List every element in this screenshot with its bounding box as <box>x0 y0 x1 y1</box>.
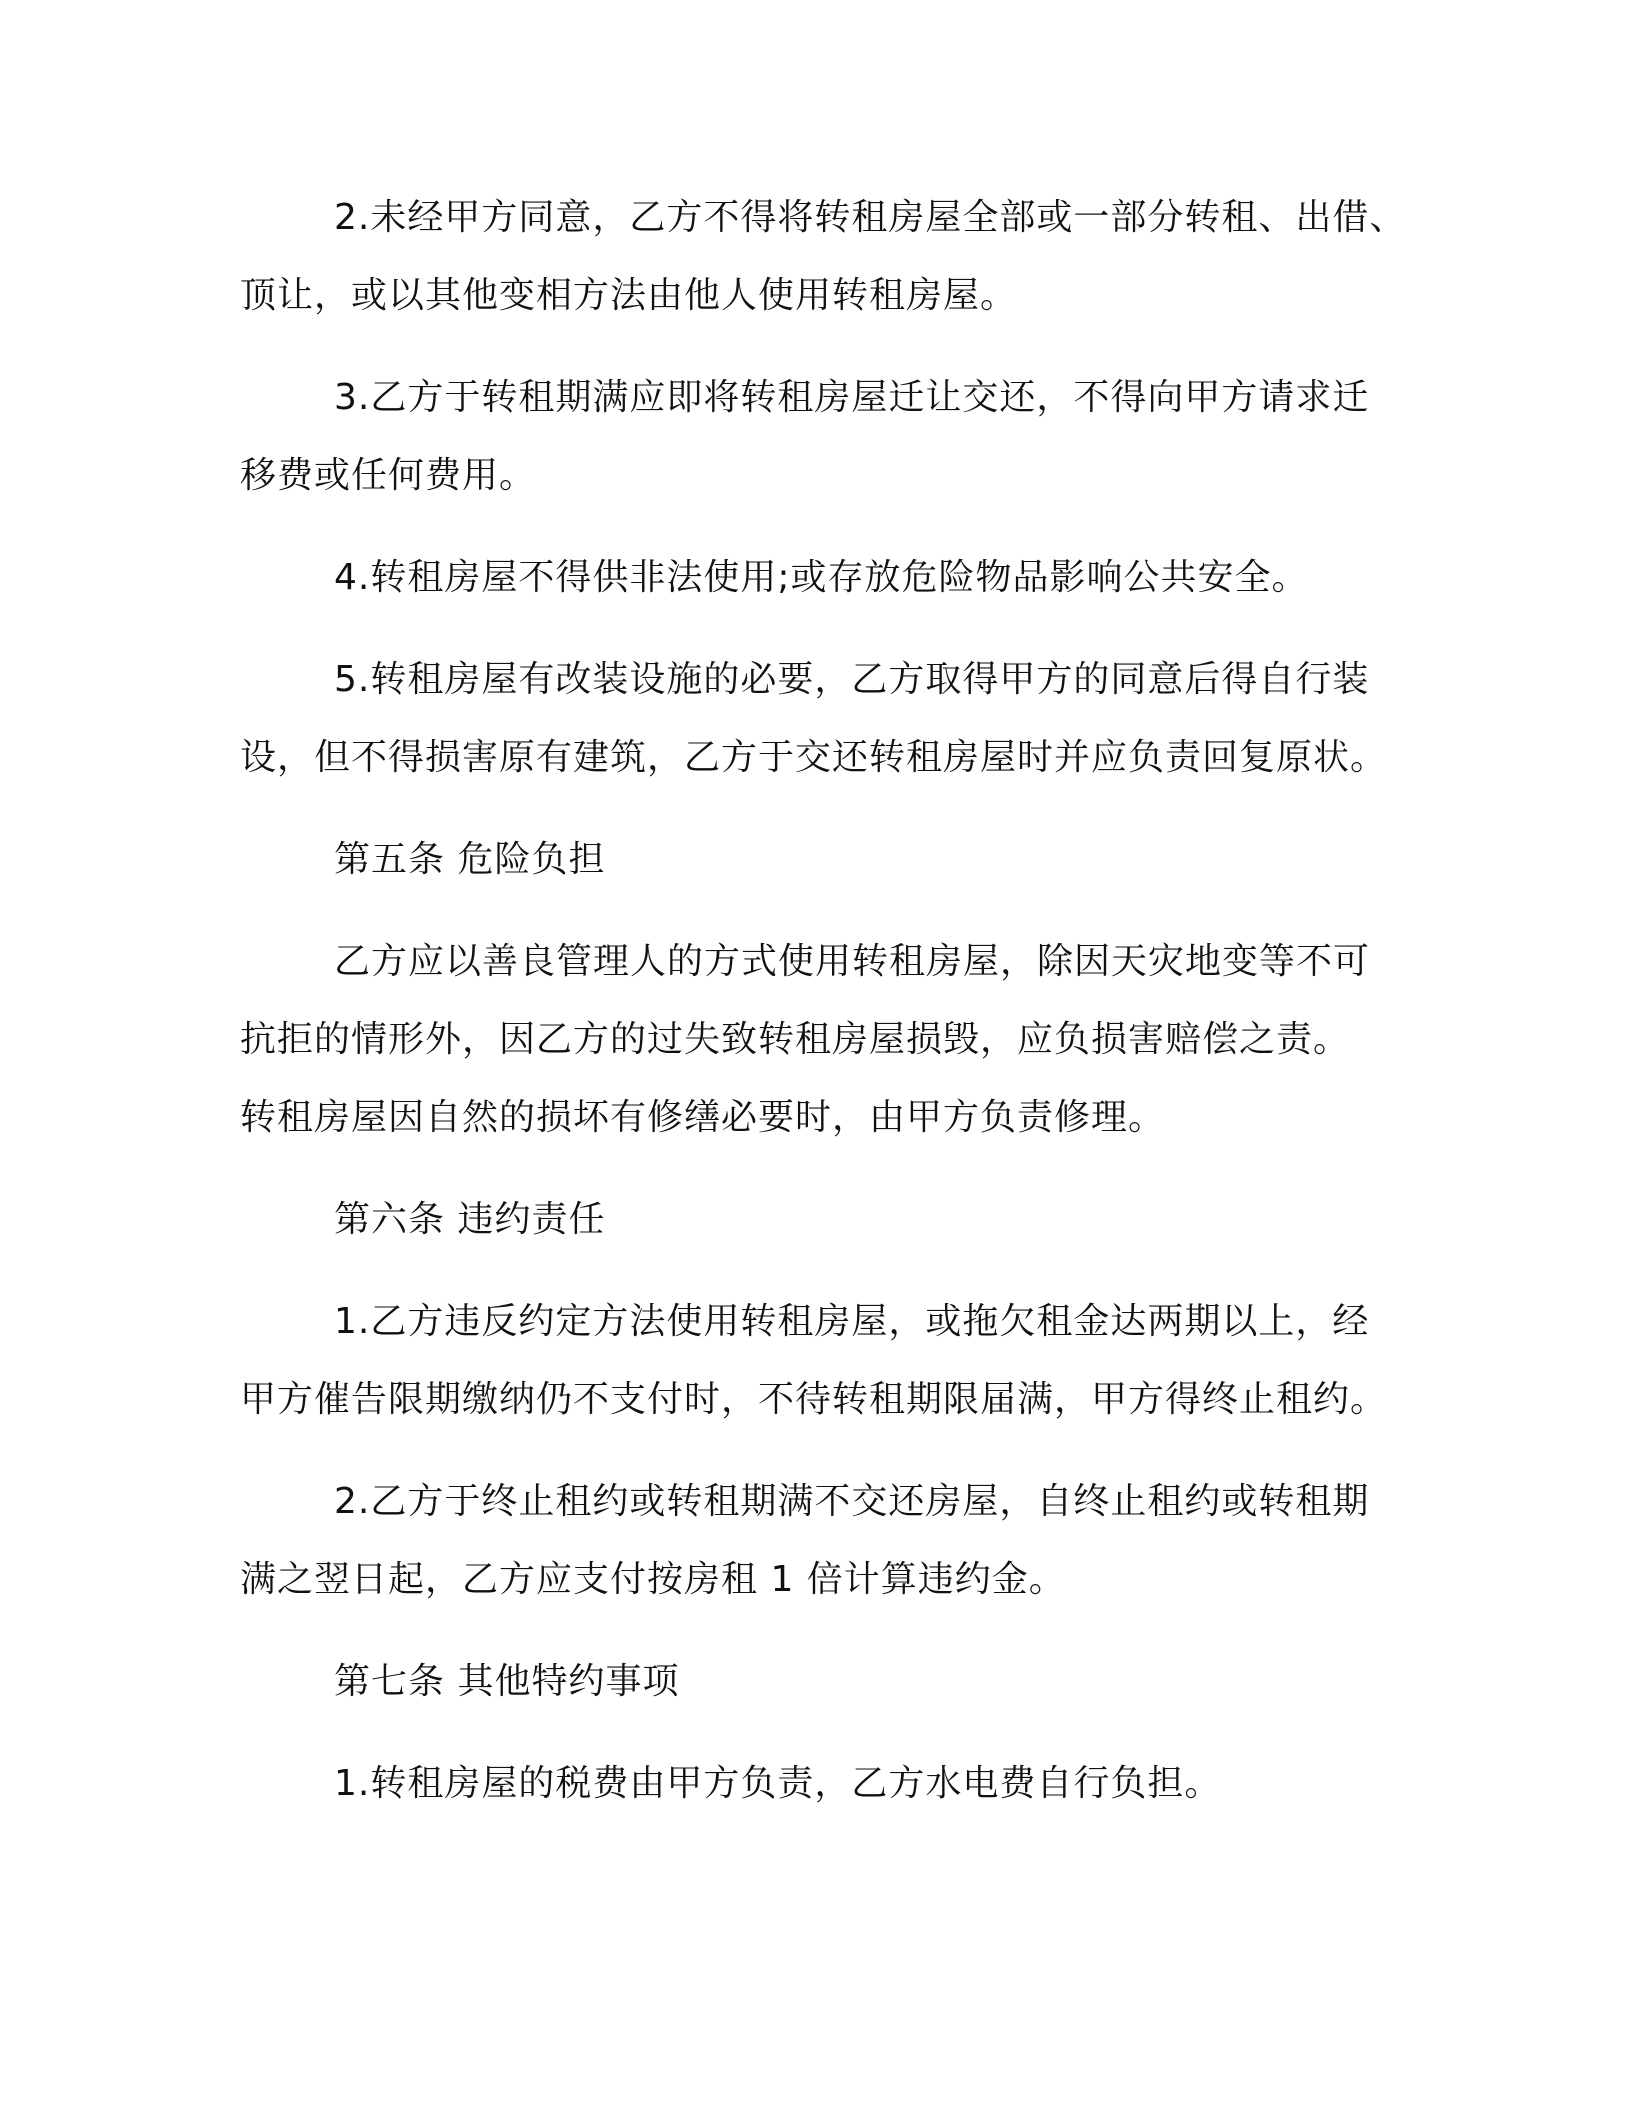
clause-4-2-line-1: 2.未经甲方同意，乙方不得将转租房屋全部或一部分转租、出借、 <box>334 197 1407 238</box>
clause-4-3-line-2: 移费或任何费用。 <box>240 455 537 496</box>
clause-4-5-line-1: 5.转租房屋有改装设施的必要，乙方取得甲方的同意后得自行装 <box>334 659 1370 700</box>
clause-6-1-line-1: 1.乙方违反约定方法使用转租房屋，或拖欠租金达两期以上，经 <box>334 1301 1370 1342</box>
clause-6-2-line-1: 2.乙方于终止租约或转租期满不交还房屋，自终止租约或转租期 <box>334 1481 1370 1522</box>
clause-6-2-line-2: 满之翌日起，乙方应支付按房租 1 倍计算违约金。 <box>240 1559 1066 1600</box>
clause-7-1-line-1: 1.转租房屋的税费由甲方负责，乙方水电费自行负担。 <box>334 1763 1222 1804</box>
article-5-line-3: 转租房屋因自然的损坏有修缮必要时，由甲方负责修理。 <box>240 1097 1166 1138</box>
article-5-line-1: 乙方应以善良管理人的方式使用转租房屋，除因天灾地变等不可 <box>334 941 1371 982</box>
clause-4-2-line-2: 顶让，或以其他变相方法由他人使用转租房屋。 <box>240 275 1018 316</box>
article-7-heading: 第七条 其他特约事项 <box>334 1661 680 1702</box>
article-5-line-2: 抗拒的情形外，因乙方的过失致转租房屋损毁，应负损害赔偿之责。 <box>240 1019 1351 1060</box>
clause-4-4-line-1: 4.转租房屋不得供非法使用;或存放危险物品影响公共安全。 <box>334 557 1309 598</box>
article-5-heading: 第五条 危险负担 <box>334 839 606 880</box>
clause-4-3-line-1: 3.乙方于转租期满应即将转租房屋迁让交还，不得向甲方请求迁 <box>334 377 1370 418</box>
clause-6-1-line-2: 甲方催告限期缴纳仍不支付时，不待转租期限届满，甲方得终止租约。 <box>240 1379 1388 1420</box>
clause-4-5-line-2: 设，但不得损害原有建筑，乙方于交还转租房屋时并应负责回复原状。 <box>240 737 1388 778</box>
article-6-heading: 第六条 违约责任 <box>334 1199 606 1240</box>
